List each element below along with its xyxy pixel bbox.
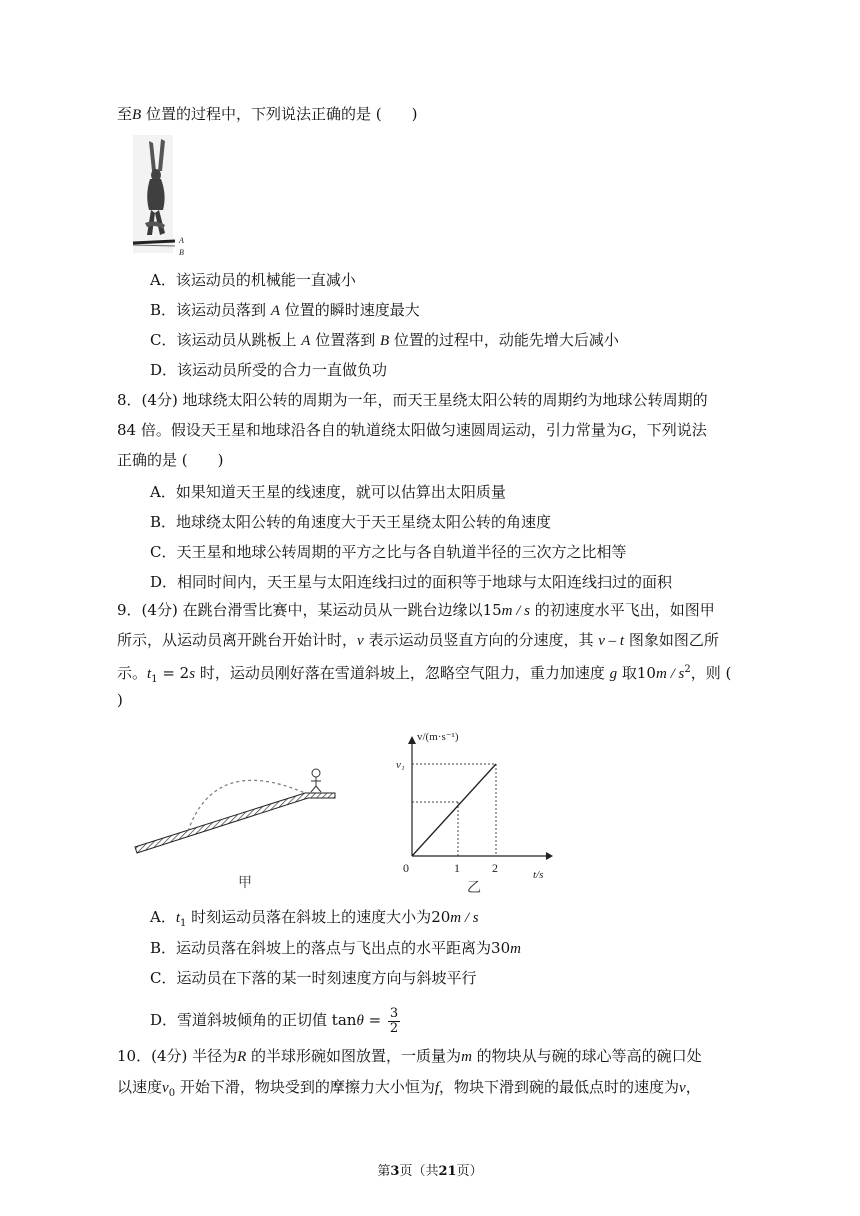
q7-option-c: C．该运动员从跳板上 A 位置落到 B 位置的过程中，动能先增大后减小 xyxy=(150,331,619,349)
q9-option-c: C．运动员在下落的某一时刻速度方向与斜坡平行 xyxy=(150,969,477,987)
q9-stem-line3: 示。$t_1 = 2s$ 时，运动员刚好落在雪道斜坡上，忽略空气阻力，重力加速度 g 取$10m / s^2$，则 ( xyxy=(117,664,732,685)
q9-option-d-fraction: $\frac{3}{2}$ xyxy=(389,1005,399,1036)
q8-option-a: A．如果知道天王星的线速度，就可以估算出太阳质量 xyxy=(150,483,506,501)
q8-option-c: C．天王星和地球公转周期的平方之比与各自轨道半径的三次方之比相等 xyxy=(150,543,627,561)
q7-stem-tail: 至B 位置的过程中，下列说法正确的是 ( ) xyxy=(117,105,418,123)
q7-option-a: A．该运动员的机械能一直减小 xyxy=(150,271,356,289)
q9-stem-line1: 9．(4分) 在跳台滑雪比赛中，某运动员从一跳台边缘以15m / s 的初速度水平飞出，如图甲 xyxy=(117,601,715,619)
q9-tick-0: 0 xyxy=(403,861,409,875)
q9-axis-y-label: v/(m·s⁻¹) xyxy=(417,731,459,743)
q7-label-A: A xyxy=(179,236,184,245)
q9-option-a: A．$t_1$ 时刻运动员落在斜坡上的速度大小为20m / s xyxy=(150,908,479,929)
q8-option-b: B．地球绕太阳公转的角速度大于天王星绕太阳公转的角速度 xyxy=(150,513,552,531)
q10-stem-line2: 以速度$v_0$ 开始下滑，物块受到的摩擦力大小恒为f，物块下滑到碗的最低点时的速度为v， xyxy=(117,1078,701,1099)
q7-label-B: B xyxy=(179,248,184,257)
q9-figure-yi xyxy=(393,722,568,897)
q9-tick-v1: v₁ xyxy=(396,759,405,771)
q10-stem-line1: 10．(4分) 半径为R 的半球形碗如图放置，一质量为m 的物块从与碗的球心等高的碗口处 xyxy=(117,1047,702,1065)
q9-vt-line xyxy=(412,764,496,856)
q9-stem-line4: ) xyxy=(117,691,123,709)
q9-figure-yi-label: 乙 xyxy=(467,881,481,896)
page-footer: 第3页（共21页） xyxy=(377,1164,483,1179)
q8-stem-line3: 正确的是 ( ) xyxy=(117,451,224,469)
q9-tick-1: 1 xyxy=(454,861,460,875)
q7-option-b: B．该运动员落到 A 位置的瞬时速度最大 xyxy=(150,301,420,319)
q7-diver-figure xyxy=(125,135,195,265)
q8-stem-line2: 84 倍。假设天王星和地球沿各自的轨道绕太阳做匀速圆周运动，引力常量为G，下列说法 xyxy=(117,421,707,439)
q9-figure-jia-label: 甲 xyxy=(238,876,252,891)
q8-stem-line1: 8．(4分) 地球绕太阳公转的周期为一年，而天王星绕太阳公转的周期约为地球公转周期的 xyxy=(117,391,708,409)
q9-option-d: D．雪道斜坡倾角的正切值 tanθ = $\frac{3}{2}$ xyxy=(150,1005,399,1036)
q9-tick-2: 2 xyxy=(492,861,498,875)
q8-option-d: D．相同时间内，天王星与太阳连线扫过的面积等于地球与太阳连线扫过的面积 xyxy=(150,573,673,591)
q9-option-b: B．运动员落在斜坡上的落点与飞出点的水平距离为30m xyxy=(150,939,521,957)
q9-figure-jia xyxy=(130,735,345,895)
q9-stem-line2: 所示，从运动员离开跳台开始计时，v 表示运动员竖直方向的分速度，其 v – t 图象如图乙所 xyxy=(117,631,719,649)
q7-option-d: D．该运动员所受的合力一直做负功 xyxy=(150,361,388,379)
q9-axis-x-label: t/s xyxy=(533,869,544,881)
